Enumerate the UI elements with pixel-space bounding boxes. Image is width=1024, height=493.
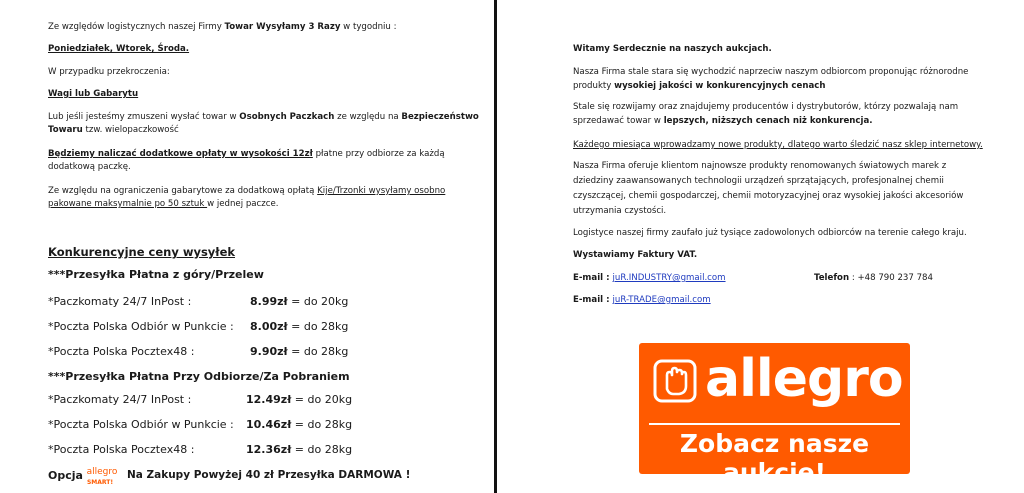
fee-text-line2: dodatkową paczkę. (48, 162, 131, 172)
price-label: *Poczta Polska Pocztex48 : (48, 443, 195, 456)
svg-text:allegro: allegro (86, 467, 118, 477)
section-cod: ***Przesyłka Płatna Przy Odbiorze/Za Pobraniem (48, 370, 350, 383)
hand-cursor-icon (653, 359, 697, 403)
price-label: *Poczta Polska Odbiór w Punkcie : (48, 418, 234, 431)
banner-divider (649, 423, 900, 425)
parcels-text: Lub jeśli jesteśmy zmuszeni wysłać towar w Osobnych Paczkach ze względu na Bezpieczeństwo (48, 112, 479, 122)
price-row: *Paczkomaty 24/7 InPost : 8.99zł = do 20kg (48, 295, 349, 308)
shipping-days: Poniedziałek, Wtorek, Środa. (48, 44, 190, 54)
fee-text: Będziemy naliczać dodatkowe opłaty w wysokości 12zł płatne przy odbiorze za każdą (48, 149, 445, 159)
paragraph-2: Stale się rozwijamy oraz znajdujemy producentów i dystrybutorów, którzy pozwalają nam (573, 102, 959, 112)
vat-text: Wystawiamy Faktury VAT. (573, 250, 698, 260)
free-shipping-text: Na Zakupy Powyżej 40 zł Przesyłka DARMOWA ! (127, 469, 411, 481)
allegro-banner[interactable] (639, 343, 910, 487)
price-row: *Poczta Polska Pocztex48 : 9.90zł = do 28kg (48, 345, 349, 358)
paragraph-4-line3: czyszczącej, chemii gospodarczej, chemii motoryzacyjnej oraz wysokiej jakości akcesoriów (573, 191, 964, 201)
price-label: *Poczta Polska Odbiór w Punkcie : (48, 320, 234, 333)
svg-text:SMART!: SMART! (86, 479, 114, 486)
banner-subtitle: Zobacz nasze aukcje! (679, 429, 870, 487)
parcels-text-line2: Towaru tzw. wielopaczkowość (48, 125, 179, 135)
paragraph-1-line2: produkty wysokiej jakości w konkurencyjnych cenach (573, 81, 826, 91)
sticks-text: Ze względu na ograniczenia gabarytowe za dodatkową opłatą Kije/Trzonki wysyłamy osobno (48, 186, 446, 196)
allegro-wordmark: allegro (705, 349, 903, 409)
prices-title: Konkurencyjne ceny wysyłek (48, 245, 236, 259)
price-value: 12.49zł (246, 393, 292, 406)
price-value: 8.99zł (250, 295, 288, 308)
paragraph-3: Każdego miesiąca wprowadzamy nowe produkty, dlatego warto śledzić nasz sklep internetowy. (573, 140, 983, 150)
price-row: *Poczta Polska Odbiór w Punkcie : 10.46zł = do 28kg (48, 418, 353, 431)
allegro-smart-logo (85, 464, 119, 486)
price-row: *Paczkomaty 24/7 InPost : 12.49zł = do 20kg (48, 393, 353, 406)
paragraph-1: Nasza Firma stale stara się wychodzić naprzeciw naszym odbiorcom proponując różnorodne (573, 67, 969, 77)
paragraph-4: Nasza Firma oferuje klientom najnowsze produkty renomowanych światowych marek z (573, 161, 947, 171)
email-line-2: E-mail : juR-TRADE@gmail.com (573, 295, 711, 305)
price-label: *Paczkomaty 24/7 InPost : (48, 393, 192, 406)
option-label: Opcja (48, 469, 83, 482)
weight-text: Wagi lub Gabarytu (48, 89, 139, 99)
paragraph-4-line2: dziedziny zaawansowanych technologii urządzeń sprzątających, profesjonalnej chemii (573, 176, 944, 186)
price-row: *Poczta Polska Pocztex48 : 12.36zł = do 28kg (48, 443, 353, 456)
section-prepaid: ***Przesyłka Płatna z góry/Przelew (48, 268, 264, 281)
email-link-1[interactable]: juR.INDUSTRY@gmail.com (612, 273, 726, 283)
paragraph-4-line4: utrzymania czystości. (573, 206, 667, 216)
paragraph-2-line2: sprzedawać towar w lepszych, niższych cenach niż konkurencja. (573, 116, 873, 126)
price-value: 12.36zł (246, 443, 292, 456)
email-link-2[interactable]: juR-TRADE@gmail.com (612, 295, 711, 305)
price-label: *Poczta Polska Pocztex48 : (48, 345, 195, 358)
email-line-1: E-mail : juR.INDUSTRY@gmail.com (573, 273, 726, 283)
price-label: *Paczkomaty 24/7 InPost : (48, 295, 192, 308)
sticks-text-line2: pakowane maksymalnie po 50 sztuk w jednej paczce. (48, 199, 279, 209)
price-value: 10.46zł (246, 418, 292, 431)
price-row: *Poczta Polska Odbiór w Punkcie : 8.00zł = do 28kg (48, 320, 349, 333)
intro-text: Ze względów logistycznych naszej Firmy Towar Wysyłamy 3 Razy w tygodniu : (48, 22, 397, 32)
shipping-info-panel (0, 0, 494, 493)
exceed-text: W przypadku przekroczenia: (48, 67, 170, 77)
welcome-heading: Witamy Serdecznie na naszych aukcjach. (573, 44, 772, 54)
price-value: 8.00zł (250, 320, 288, 333)
price-value: 9.90zł (250, 345, 288, 358)
paragraph-5: Logistyce naszej firmy zaufało już tysiące zadowolonych odbiorców na terenie całego kraju. (573, 228, 967, 238)
phone-line: Telefon : +48 790 237 784 (814, 273, 933, 283)
